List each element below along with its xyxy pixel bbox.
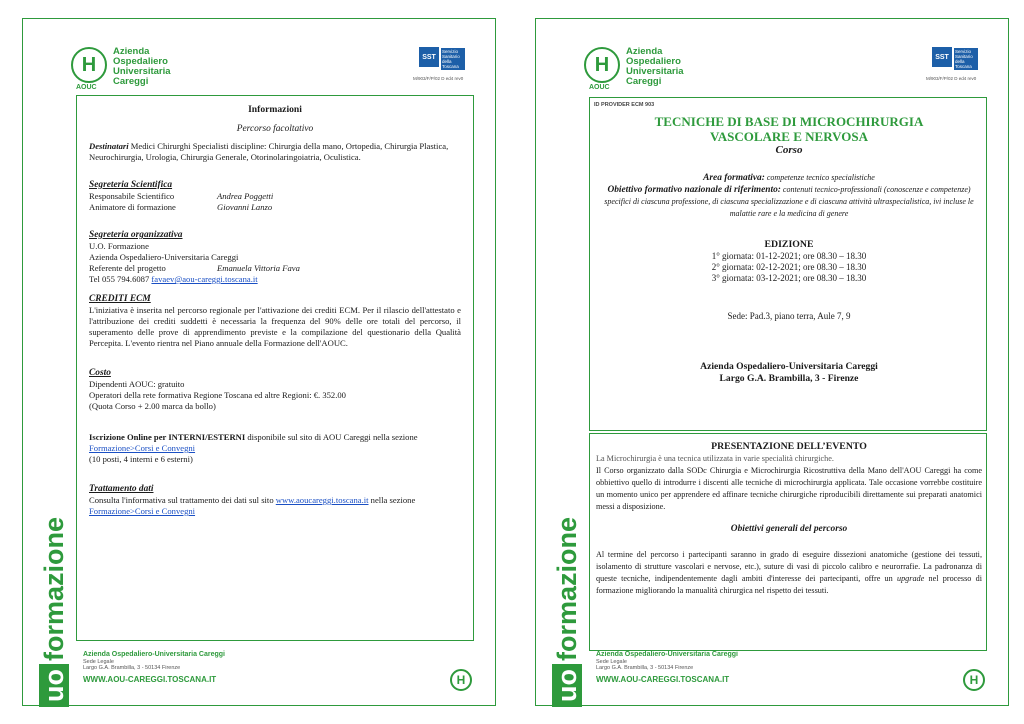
org-line2: Azienda Ospedaliero-Universitaria Careggi xyxy=(89,252,239,262)
resp-row xyxy=(89,191,461,202)
footer-url[interactable]: WWW.AOU-CAREGGI.TOSCANA.IT xyxy=(83,675,217,684)
logo-line3: Universitaria xyxy=(113,66,171,77)
iscrizione-bold: Iscrizione Online per INTERNI/ESTERNI xyxy=(89,432,246,442)
ref-row xyxy=(89,263,461,274)
sst-logo-text: Servizio Sanitario della Toscana xyxy=(441,48,465,70)
trattamento-text2: nella sezione xyxy=(368,495,416,505)
footer-logo-icon xyxy=(963,669,985,691)
iscrizione-link[interactable]: Formazione>Corsi e Convegni xyxy=(89,443,196,453)
sst-logo-text: Servizio Sanitario della Toscana xyxy=(954,48,978,70)
footer-addr: Largo G.A. Brambilla, 3 - 50134 Firenze xyxy=(596,665,694,671)
sst-logo xyxy=(932,47,976,73)
provider-id: ID PROVIDER ECM 903 xyxy=(594,102,655,108)
logo-mark-sub: AOUC xyxy=(76,84,97,91)
segreteria-organizzativa-title: Segreteria organizzativa xyxy=(89,230,183,240)
ref-name: Emanuela Vittoria Fava xyxy=(217,263,300,273)
iscrizione-text: disponibile sul sito di AOU Careggi nella sezione xyxy=(245,432,418,442)
destinatari-label: Destinatari xyxy=(89,141,129,151)
course-title-line1: TECNICHE DI BASE DI MICROCHIRURGIA xyxy=(654,114,924,129)
obiettivo-text: contenuti tecnico-professionali (conoscenze e competenze) specifici di ciascuna professione, di ciascuna specializzazione e di ciascuna attività ultraspecialistica, ivi incluse le malattie rare e la medicina di genere xyxy=(604,185,974,218)
logo-mark-sub: AOUC xyxy=(589,84,610,91)
side-brand xyxy=(41,517,67,707)
footer-sede: Sede Legale xyxy=(596,659,627,665)
side-formazione: formazione xyxy=(39,516,69,661)
course-content xyxy=(598,114,980,385)
aouc-logo-mark-icon xyxy=(584,47,620,91)
sst-logo-mark: SST xyxy=(419,47,439,67)
doc-code: M/903/F/P/02 D ed4 rev0 xyxy=(926,76,977,81)
trattamento-text xyxy=(89,495,461,517)
info-box xyxy=(76,95,474,641)
course-subtitle: Corso xyxy=(775,144,803,156)
costo-line3: (Quota Corso + 2.00 marca da bollo) xyxy=(89,401,216,411)
obiettivi-title: Obiettivi generali del percorso xyxy=(730,523,848,534)
obiettivi-text2: nel processo di formazione migliorando la manualità chirurgica nel rispetto dei tessuti. xyxy=(596,573,982,595)
course-box xyxy=(589,97,987,431)
obiettivi-upgrade: upgrade xyxy=(896,573,925,583)
obiettivo-label: Obiettivo formativo nazionale di riferimento: xyxy=(607,185,781,195)
percorso-label: Percorso facoltativo xyxy=(236,124,314,134)
area-formativa xyxy=(598,172,980,184)
right-page xyxy=(535,18,1009,706)
crediti-title: CREDITI ECM xyxy=(89,294,151,304)
logo-line1: Azienda xyxy=(626,46,663,57)
ref-label: Referente del progetto xyxy=(89,263,166,273)
trattamento-link[interactable]: Formazione>Corsi e Convegni xyxy=(89,506,196,516)
doc-code: M/903/F/P/02 D ed4 rev0 xyxy=(413,76,464,81)
area-text: competenze tecnico specialistiche xyxy=(764,173,875,182)
resp-label: Responsabile Scientifico xyxy=(89,191,175,201)
giornata-1: 1° giornata: 01-12-2021; ore 08.30 – 18.30 xyxy=(711,251,867,261)
obiettivi-text xyxy=(596,549,982,597)
org-line1: U.O. Formazione xyxy=(89,241,149,251)
giornata-2: 2° giornata: 02-12-2021; ore 08.30 – 18.30 xyxy=(711,262,867,272)
iscrizione-posti: (10 posti, 4 interni e 6 esterni) xyxy=(89,454,193,464)
org-name: Azienda Ospedaliero-Universitaria Careggi xyxy=(700,361,878,372)
logo-line4: Careggi xyxy=(626,76,662,87)
costo-title: Costo xyxy=(89,368,111,378)
sst-logo-mark: SST xyxy=(932,47,952,67)
presentazione-title: PRESENTAZIONE DELL’EVENTO xyxy=(711,441,867,452)
info-content xyxy=(89,104,461,517)
logo-line4: Careggi xyxy=(113,76,149,87)
course-title-line2: VASCOLARE E NERVOSA xyxy=(710,129,868,144)
logo-line1: Azienda xyxy=(113,46,150,57)
footer xyxy=(596,651,738,684)
aouc-logo-mark-icon xyxy=(71,47,107,91)
org-address: Largo G.A. Brambilla, 3 - Firenze xyxy=(719,373,859,384)
iscrizione xyxy=(89,432,461,454)
footer-url[interactable]: WWW.AOU-CAREGGI.TOSCANA.IT xyxy=(596,675,730,684)
obiettivi-text1: Al termine del percorso i partecipanti saranno in grado di eseguire dissezioni anatomiche (gestione dei tessuti, isolamento di strutture vascolari e nervose, etc.), suture di vasi di piccolo calibro e neurorrafie. La padronanza di queste tecniche, indipendentemente dagli ambiti d'interesse dei partecipanti, offre un xyxy=(596,549,982,583)
left-page xyxy=(22,18,496,706)
footer-logo-icon xyxy=(450,669,472,691)
logo-mark-letter: H xyxy=(594,53,610,76)
tel-text: Tel 055 794.6087 xyxy=(89,274,152,284)
destinatari-text: Medici Chirurghi Specialisti discipline: Chirurgia della mano, Ortopedia, Chirurgia Plastica, Neurochirurgia, Urologia, Chirurgia Generale, Otorinolaringoiatria, Oculistica. xyxy=(89,141,449,162)
side-formazione: formazione xyxy=(552,516,582,661)
side-brand xyxy=(554,517,580,707)
costo-line1: Dipendenti AOUC: gratuito xyxy=(89,379,185,389)
logo-text xyxy=(113,47,171,87)
presentazione-text: Il Corso organizzato dalla SODc Chirurgia e Microchirurgia Ricostruttiva della Mano dell'AOU Careggi ha come obbiettivo quello di introdurre i discenti alle tecniche di microchirurgia applicata. Tale occasione vorrebbe costituire un momento unico per apprendere ed affinare tecniche chirurgiche riproducibili direttamente sui preparati anatomici messi a disposizione. xyxy=(596,465,982,511)
trattamento-site-link[interactable]: www.aoucareggi.toscana.it xyxy=(275,495,369,505)
trattamento-title: Trattamento dati xyxy=(89,484,154,494)
logo-line2: Ospedaliero xyxy=(626,56,681,67)
anim-label: Animatore di formazione xyxy=(89,202,176,212)
footer-name: Azienda Ospedaliero-Universitaria Careggi xyxy=(83,651,225,658)
giornata-3: 3° giornata: 03-12-2021; ore 08.30 – 18.30 xyxy=(711,273,867,283)
aouc-logo xyxy=(584,47,684,91)
footer-logo-letter: H xyxy=(969,673,979,687)
anim-name: Giovanni Lanzo xyxy=(217,202,273,212)
info-title: Informazioni xyxy=(248,104,302,115)
area-label: Area formativa: xyxy=(703,173,765,183)
trattamento-text1: Consulta l'informativa sul trattamento dei dati sul sito xyxy=(89,495,276,505)
presentazione-intro: La Microchirurgia è una tecnica utilizzata in varie specialità chirurgiche. xyxy=(596,454,834,463)
footer-logo-letter: H xyxy=(456,673,466,687)
logo-line3: Universitaria xyxy=(626,66,684,77)
obiettivo-formativo xyxy=(598,184,980,220)
sst-logo xyxy=(419,47,463,73)
sede: Sede: Pad.3, piano terra, Aule 7, 9 xyxy=(727,311,851,321)
footer-addr: Largo G.A. Brambilla, 3 - 50134 Firenze xyxy=(83,665,181,671)
footer xyxy=(83,651,225,684)
segreteria-scientifica-title: Segreteria Scientifica xyxy=(89,180,173,190)
presentazione-box xyxy=(589,433,987,651)
tel-row xyxy=(89,274,461,285)
footer-sede: Sede Legale xyxy=(83,659,114,665)
presentazione-content xyxy=(596,441,982,597)
aouc-logo xyxy=(71,47,171,91)
logo-mark-letter: H xyxy=(81,53,97,76)
destinatari xyxy=(89,141,461,163)
logo-line2: Ospedaliero xyxy=(113,56,168,67)
side-uo: uo xyxy=(552,664,582,707)
logo-text xyxy=(626,47,684,87)
costo-line2: Operatori della rete formativa Regione Toscana ed altre Regioni: €. 352.00 xyxy=(89,390,346,400)
anim-row xyxy=(89,202,461,213)
edizione-title: EDIZIONE xyxy=(764,239,814,250)
footer-name: Azienda Ospedaliero-Universitaria Careggi xyxy=(596,651,738,658)
side-uo: uo xyxy=(39,664,69,707)
crediti-text: L'iniziativa è inserita nel percorso regionale per l'attivazione dei crediti ECM. Per il rilascio dell'attestato e l'attribuzione dei crediti suddetti è necessaria la frequenza del 90% delle ore totali del percorso, il superamento delle prove di apprendimento previste e la compilazione del questionario della Qualità Percepita. L'evento rientra nel Piano annuale della Formazione dell'AOUC. xyxy=(89,305,461,348)
email-link[interactable]: favaev@aou-careggi.toscana.it xyxy=(151,274,258,284)
resp-name: Andrea Poggetti xyxy=(217,191,274,201)
